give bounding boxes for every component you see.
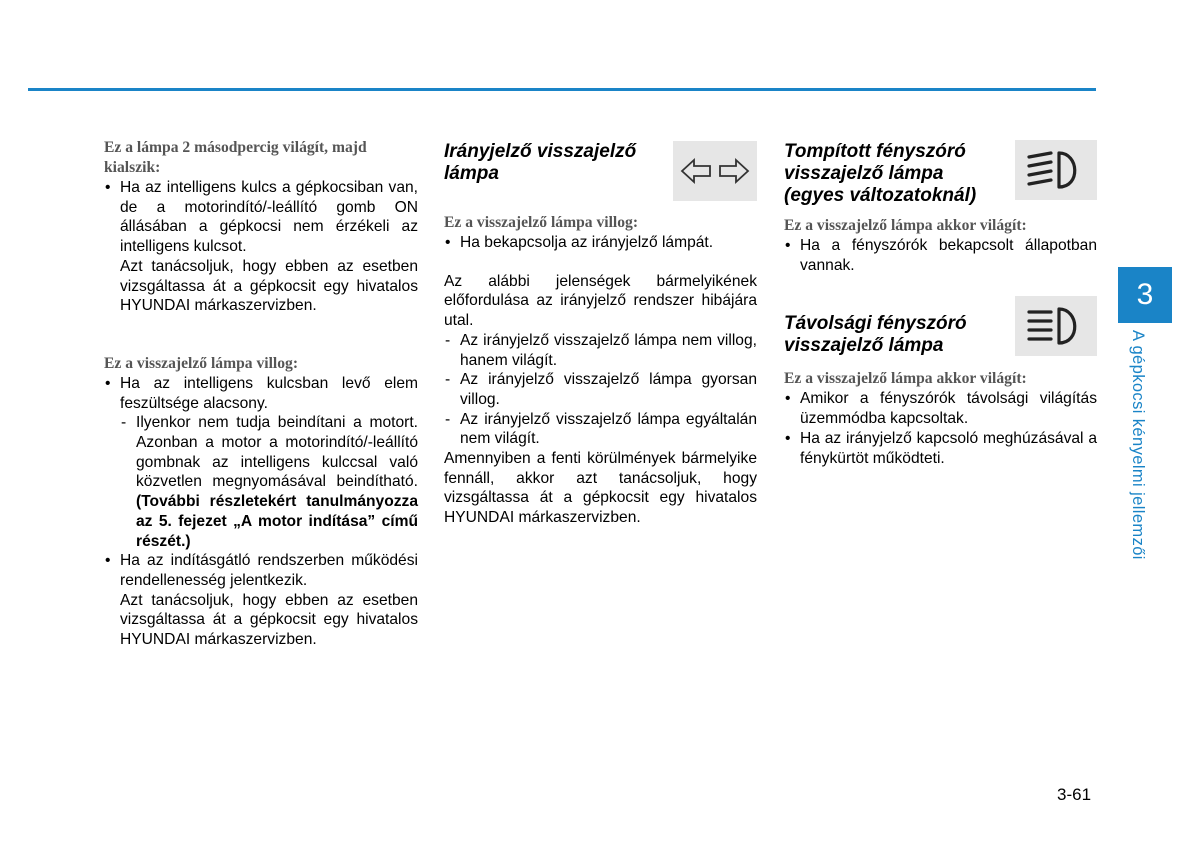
bullet-item: • Ha bekapcsolja az irányjelző lámpát. [444, 233, 757, 253]
bullet-note: Azt tanácsoljuk, hogy ebben az esetben vizsgáltassa át a gépkocsit egy hivatalos HYUNDAI márkaszervizben. [120, 591, 418, 649]
column-left [104, 138, 418, 650]
section-title: Tompított fényszóró visszajelző lámpa (egyes változatoknál) [784, 141, 977, 206]
low-beam-icon [1015, 140, 1097, 200]
bullet-item: • Amikor a fényszórók távolsági világítás üzemmódba kapcsoltak. [784, 389, 1097, 428]
chapter-tab: 3 [1118, 267, 1172, 323]
section-heading: Ez a visszajelző lámpa villog: [444, 214, 639, 231]
section-title-row [444, 138, 757, 201]
bullet-item: • Ha az intelligens kulcs a gépkocsiban van, de a motorindító/-leállító gomb ON állásában a gépkocsi nem érzékeli az intelligens kulcsot. [104, 178, 418, 257]
section-heading: Ez a visszajelző lámpa akkor világít: [784, 217, 1027, 234]
high-beam-icon [1015, 296, 1097, 356]
section-heading: Ez a visszajelző lámpa villog: [104, 354, 299, 372]
column-right [784, 138, 1097, 468]
section-title: Irányjelző visszajelző lámpa [444, 141, 637, 184]
section-heading: Ez a visszajelző lámpa akkor világít: [784, 370, 1027, 388]
sub-item-text: Ilyenkor nem tudja beindítani a motort. Azonban a motor a motorindító/-leállító gombnak az intelligens kulccsal való közvetlen megnyomásával beindítható. [136, 414, 418, 491]
section-title-row [784, 291, 1097, 357]
bullet-item: • Ha a fényszórók bekapcsolt állapotban vannak. [784, 236, 1097, 275]
paragraph: Amennyiben a fenti körülmények bármelyike fennáll, akkor azt tanácsoljuk, hogy vizsgáltassa át a gépkocsit egy hivatalos HYUNDAI márkaszervizben. [444, 450, 757, 527]
bullet-item: • Ha az indításgátló rendszerben működési rendellenesség jelentkezik. [104, 551, 418, 590]
sub-item-reference: (További részletekért tanulmányozza az 5. fejezet „A motor indítása” című részét.) [136, 493, 418, 550]
column-middle [444, 138, 757, 528]
bullet-item: • Ha az intelligens kulcsban levő elem feszültsége alacsony. [104, 374, 418, 413]
dash-item: - Az irányjelző visszajelző lámpa egyáltalán nem világít. [444, 410, 757, 449]
dash-item: - Az irányjelző visszajelző lámpa nem villog, hanem világít. [444, 331, 757, 370]
bullet-item: • Ha az irányjelző kapcsoló meghúzásával a fénykürtöt működteti. [784, 429, 1097, 468]
turn-signal-arrows-icon [673, 141, 757, 201]
header-rule [28, 88, 1096, 91]
section-heading: Ez a lámpa 2 másodpercig világít, majd kialszik: [104, 139, 367, 176]
sub-item [120, 413, 418, 551]
chapter-label: A gépkocsi kényelmi jellemzői [1129, 330, 1147, 560]
paragraph: Az alábbi jelenségek bármelyikének előfordulása az irányjelző rendszer hibájára utal. [444, 272, 757, 330]
section-title: Távolsági fényszóró visszajelző lámpa [784, 313, 967, 357]
bullet-note: Azt tanácsoljuk, hogy ebben az esetben vizsgáltassa át a gépkocsit egy hivatalos HYUNDAI márkaszervizben. [120, 257, 418, 315]
page-number: 3-61 [1057, 785, 1092, 804]
section-title-row [784, 138, 1097, 207]
dash-item: - Az irányjelző visszajelző lámpa gyorsan villog. [444, 370, 757, 409]
